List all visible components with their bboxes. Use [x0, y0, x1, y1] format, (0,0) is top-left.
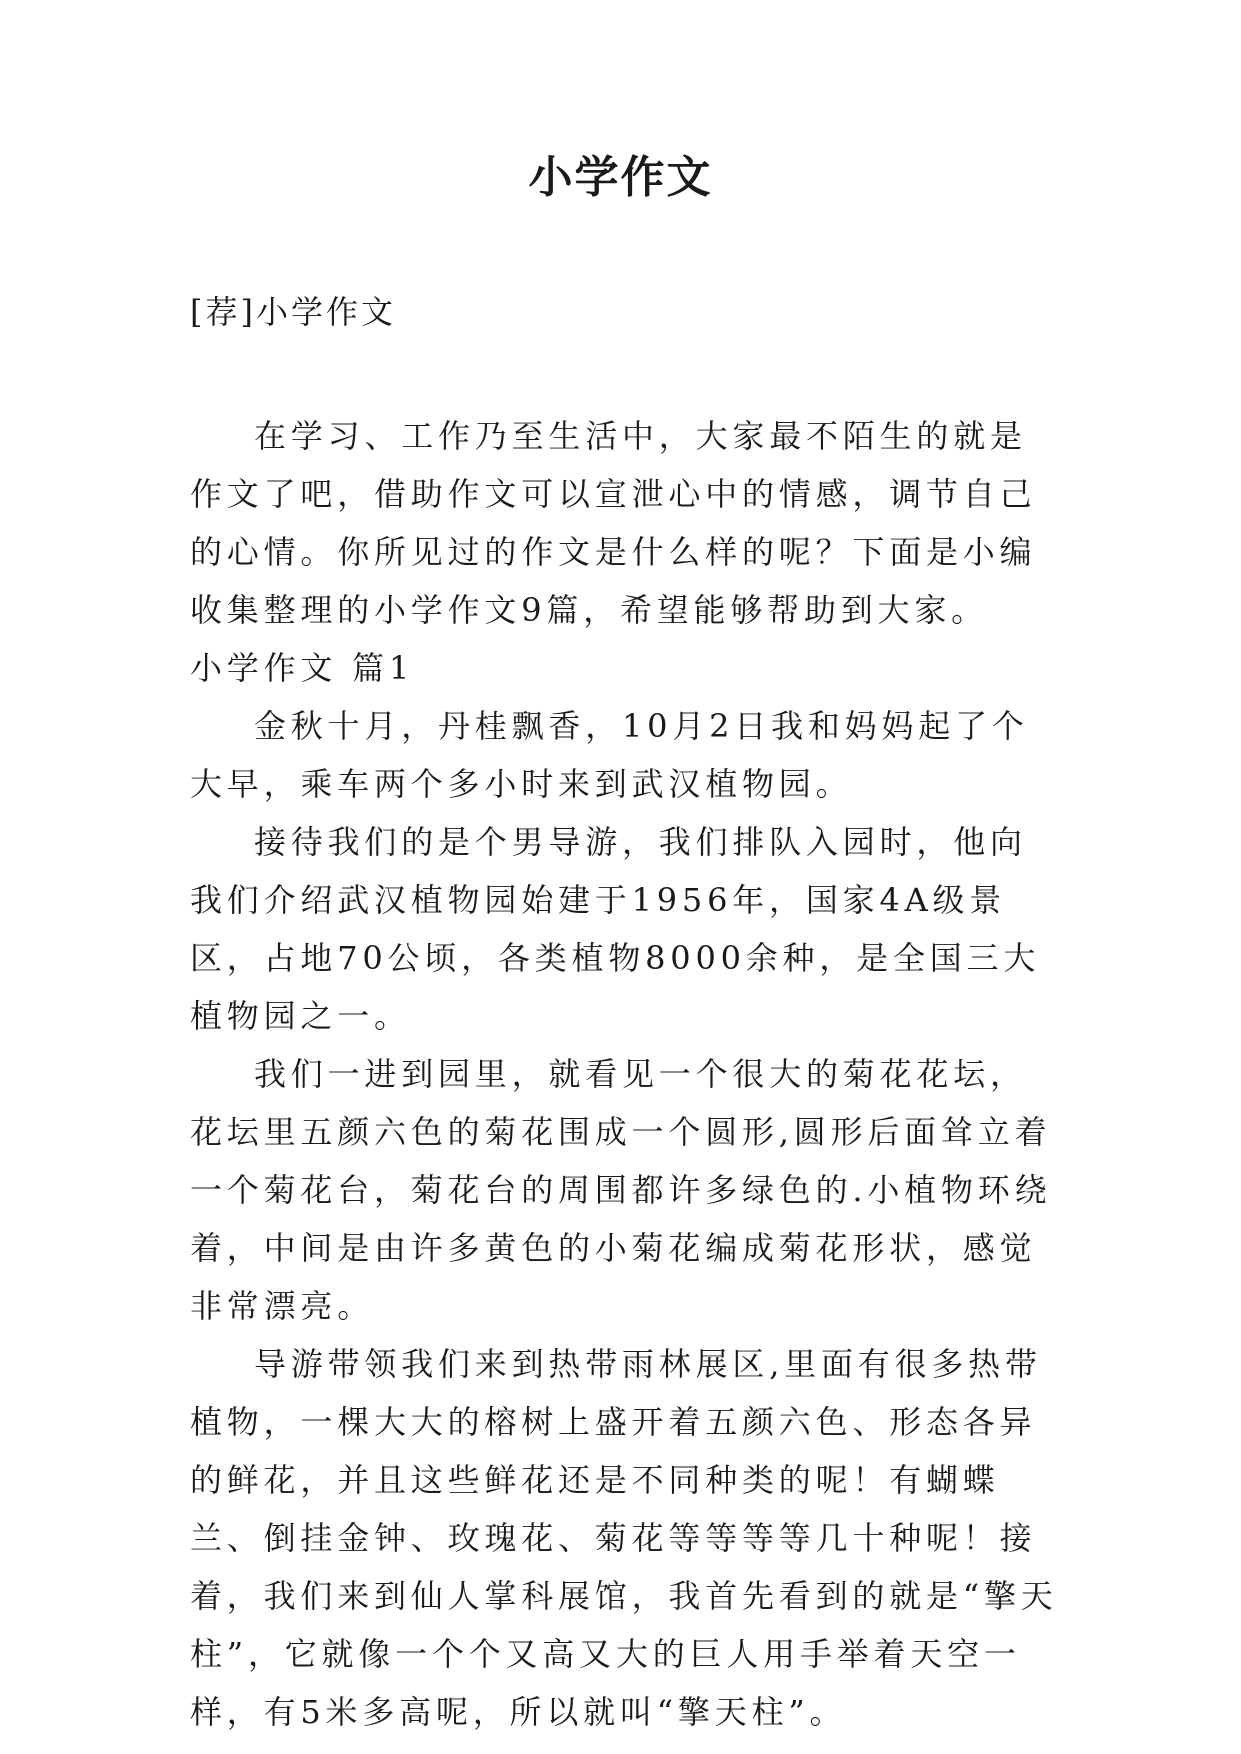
document-body: [190, 407, 1060, 1741]
body-paragraph: 金秋十月，丹桂飘香，10月2日我和妈妈起了个大早，乘车两个多小时来到武汉植物园。: [190, 707, 1029, 803]
intro-paragraph: 在学习、工作乃至生活中，大家最不陌生的就是作文了吧，借助作文可以宣泄心中的情感，调节自己的心情。你所见过的作文是什么样的呢？下面是小编收集整理的小学作文9篇，希望能够帮助到大家。: [190, 417, 1037, 629]
body-paragraph: 导游带领我们来到热带雨林展区,里面有很多热带植物，一棵大大的榕树上盛开着五颜六色、形态各异的鲜花，并且这些鲜花还是不同种类的呢！有蝴蝶兰、倒挂金钟、玫瑰花、菊花等等等等几十种呢！接着，我们来到仙人掌科展馆，我首先看到的就是“擎天柱”，它就像一个个又高又大的巨人用手举着天空一样，有5米多高呢，所以就叫“擎天柱”。: [190, 1345, 1058, 1731]
document-title: 小学作文: [528, 152, 713, 203]
body-paragraph: 接待我们的是个男导游，我们排队入园时，他向我们介绍武汉植物园始建于1956年，国家4A级景区，占地70公顷，各类植物8000余种，是全国三大植物园之一。: [190, 823, 1041, 1035]
document-subtitle: [荐]小学作文: [190, 293, 396, 331]
body-paragraph: 我们一进到园里，就看见一个很大的菊花花坛，花坛里五颜六色的菊花围成一个圆形,圆形后面耸立着一个菊花台，菊花台的周围都许多绿色的.小植物环绕着，中间是由许多黄色的小菊花编成菊花形状，感觉非常漂亮。: [190, 1055, 1052, 1325]
section-heading: 小学作文 篇1: [190, 649, 415, 687]
